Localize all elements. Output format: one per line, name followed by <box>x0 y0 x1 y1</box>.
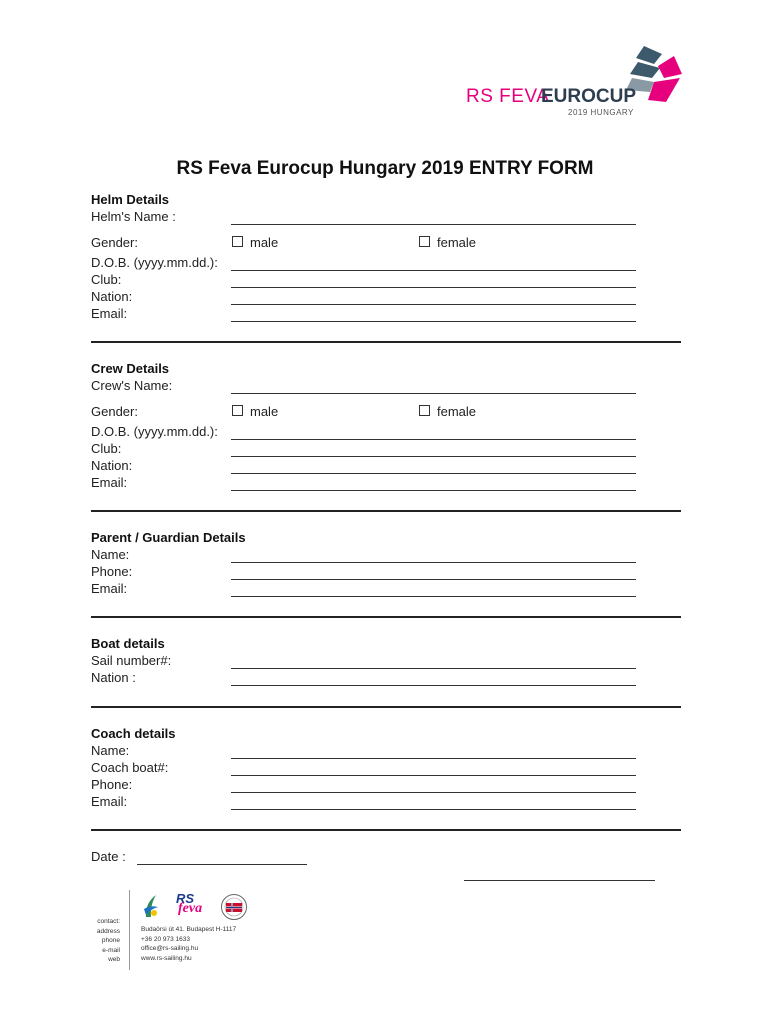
coach-email-row <box>91 794 636 812</box>
coach-phone-row <box>91 777 636 795</box>
crew-name-label: Crew's Name: <box>91 378 173 393</box>
contact-values <box>141 925 236 963</box>
crew-nation-row <box>91 458 636 476</box>
footer-divider <box>129 890 130 970</box>
checkbox-icon[interactable] <box>419 405 430 416</box>
contact-labels <box>80 917 120 965</box>
boat-nation-row <box>91 670 636 688</box>
coach-heading: Coach details <box>91 726 176 741</box>
helm-gender-row <box>91 235 636 253</box>
crew-club-field[interactable] <box>231 456 636 457</box>
coach-email-field[interactable] <box>231 809 636 810</box>
coach-name-field[interactable] <box>231 758 636 759</box>
crew-club-label: Club: <box>91 441 122 456</box>
coach-phone-field[interactable] <box>231 792 636 793</box>
crew-dob-label: D.O.B. (yyyy.mm.dd.): <box>91 424 218 439</box>
address-value: Budaörsi út 41. Budapest H-1117 <box>141 926 237 933</box>
contact-label: contact: <box>97 918 120 925</box>
helm-email-row <box>91 306 636 324</box>
boat-sail-field[interactable] <box>231 668 636 669</box>
parent-name-label: Name: <box>91 547 130 562</box>
club-logo-icon <box>142 893 160 919</box>
boat-nation-label: Nation : <box>91 670 136 685</box>
parent-email-field[interactable] <box>231 596 636 597</box>
crew-dob-field[interactable] <box>231 439 636 440</box>
helm-nation-field[interactable] <box>231 304 636 305</box>
date-label: Date : <box>91 849 126 864</box>
helm-dob-row <box>91 255 636 273</box>
helm-gender-label: Gender: <box>91 235 138 250</box>
helm-name-label: Helm's Name : <box>91 209 176 224</box>
boat-sail-label: Sail number#: <box>91 653 172 668</box>
helm-nation-row <box>91 289 636 307</box>
checkbox-icon[interactable] <box>232 236 243 247</box>
crew-name-row <box>91 378 636 396</box>
checkbox-icon[interactable] <box>419 236 430 247</box>
boat-nation-field[interactable] <box>231 685 636 686</box>
section-divider <box>91 706 681 708</box>
helm-dob-label: D.O.B. (yyyy.mm.dd.): <box>91 255 218 270</box>
helm-heading: Helm Details <box>91 192 170 207</box>
boat-heading: Boat details <box>91 636 165 651</box>
crew-nation-label: Nation: <box>91 458 133 473</box>
logo-rs-feva-text: RS FEVA <box>466 86 550 107</box>
web-label: web <box>108 956 120 963</box>
address-label: address <box>96 927 120 935</box>
email-label: e-mail <box>102 946 120 954</box>
crew-female-option[interactable] <box>419 404 476 419</box>
helm-male-label: male <box>250 235 279 250</box>
parent-phone-field[interactable] <box>231 579 636 580</box>
helm-female-option[interactable] <box>419 235 476 250</box>
email-value[interactable]: office@rs-sailing.hu <box>141 945 199 952</box>
helm-name-field[interactable] <box>231 224 636 225</box>
coach-phone-label: Phone: <box>91 777 133 792</box>
boat-sail-row <box>91 653 636 671</box>
coach-name-row <box>91 743 636 761</box>
helm-male-option[interactable] <box>232 235 278 250</box>
helm-female-label: female <box>437 235 477 250</box>
web-value[interactable]: www.rs-sailing.hu <box>141 954 192 962</box>
federation-seal-icon <box>220 893 248 921</box>
parent-phone-row <box>91 564 636 582</box>
eurocup-logo <box>466 44 686 120</box>
signature-field[interactable] <box>464 880 655 881</box>
helm-dob-field[interactable] <box>231 270 636 271</box>
coach-boat-row <box>91 760 636 778</box>
parent-phone-label: Phone: <box>91 564 133 579</box>
rs-feva-logo <box>172 891 212 921</box>
crew-name-field[interactable] <box>231 393 636 394</box>
parent-heading: Parent / Guardian Details <box>91 530 246 545</box>
section-divider <box>91 616 681 618</box>
coach-email-label: Email: <box>91 794 128 809</box>
logo-eurocup-text: EUROCUP <box>541 86 637 107</box>
page-title: RS Feva Eurocup Hungary 2019 ENTRY FORM <box>176 158 594 179</box>
rs-logo-text: RS <box>176 891 195 906</box>
date-field[interactable] <box>137 864 307 865</box>
crew-gender-label: Gender: <box>91 404 138 419</box>
checkbox-icon[interactable] <box>232 405 243 416</box>
helm-name-row <box>91 209 636 227</box>
crew-club-row <box>91 441 636 459</box>
coach-boat-field[interactable] <box>231 775 636 776</box>
parent-name-row <box>91 547 636 565</box>
parent-email-label: Email: <box>91 581 128 596</box>
parent-name-field[interactable] <box>231 562 636 563</box>
crew-email-label: Email: <box>91 475 128 490</box>
crew-dob-row <box>91 424 636 442</box>
helm-email-field[interactable] <box>231 321 636 322</box>
crew-male-label: male <box>250 404 279 419</box>
helm-email-label: Email: <box>91 306 128 321</box>
crew-email-field[interactable] <box>231 490 636 491</box>
crew-female-label: female <box>437 404 477 419</box>
helm-club-field[interactable] <box>231 287 636 288</box>
crew-gender-row <box>91 404 636 422</box>
crew-male-option[interactable] <box>232 404 278 419</box>
section-divider <box>91 510 681 512</box>
section-divider <box>91 829 681 831</box>
helm-club-label: Club: <box>91 272 122 287</box>
crew-email-row <box>91 475 636 493</box>
crew-heading: Crew Details <box>91 361 170 376</box>
coach-boat-label: Coach boat#: <box>91 760 169 775</box>
coach-name-label: Name: <box>91 743 130 758</box>
phone-label: phone <box>101 937 120 944</box>
feva-logo-text: feva <box>178 901 203 916</box>
logo-subtitle: 2019 HUNGARY <box>568 108 634 117</box>
parent-email-row <box>91 581 636 599</box>
helm-club-row <box>91 272 636 290</box>
crew-nation-field[interactable] <box>231 473 636 474</box>
phone-value: +36 20 973 1633 <box>141 935 190 943</box>
helm-nation-label: Nation: <box>91 289 133 304</box>
section-divider <box>91 341 681 343</box>
